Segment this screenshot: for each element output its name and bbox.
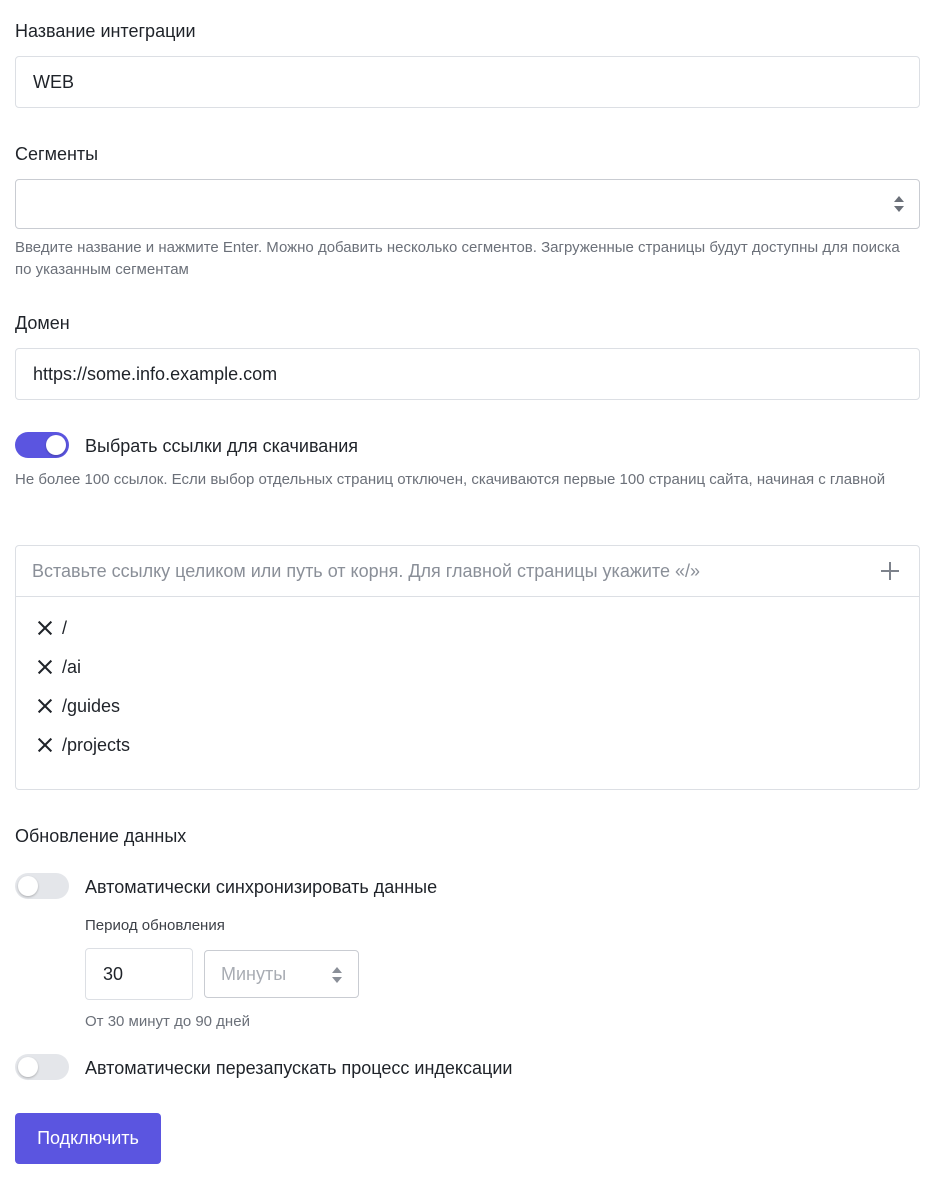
toggle-knob [18,876,38,896]
period-unit-text: Минуты [221,964,287,984]
domain-label: Домен [15,313,70,333]
auto-restart-toggle[interactable] [15,1054,69,1080]
domain-input[interactable] [15,348,920,400]
toggle-knob [46,435,66,455]
select-links-label: Выбрать ссылки для скачивания [85,436,359,456]
integration-name-input[interactable] [15,56,920,108]
segments-hint: Введите название и нажмите Enter. Можно добавить несколько сегментов. Загруженные страницы будут доступны для поиска по указанным сегментам [15,239,900,278]
link-item [38,655,81,679]
remove-link-icon[interactable] [38,738,52,752]
link-text: /projects [62,734,131,755]
segments-label: Сегменты [15,144,99,164]
link-text: /guides [62,695,121,716]
period-label: Период обновления [85,917,225,934]
link-text: /ai [62,656,82,677]
link-item [38,733,130,757]
links-input-row [16,546,919,597]
integration-name-label: Название интеграции [15,21,196,41]
auto-sync-label: Автоматически синхронизировать данные [85,877,438,897]
link-input[interactable] [16,546,866,596]
remove-link-icon[interactable] [38,621,52,635]
plus-icon[interactable] [881,562,899,580]
select-arrows-icon [332,967,342,983]
link-item [38,616,67,640]
period-hint: От 30 минут до 90 дней [85,1013,250,1030]
auto-restart-label: Автоматически перезапускать процесс индексации [85,1058,513,1078]
select-arrows-icon [894,196,904,212]
period-value-input[interactable] [85,948,193,1000]
auto-sync-toggle[interactable] [15,873,69,899]
segments-select[interactable] [15,179,920,229]
toggle-knob [18,1057,38,1077]
link-item [38,694,120,718]
updates-heading: Обновление данных [15,826,187,846]
remove-link-icon[interactable] [38,660,52,674]
select-links-toggle[interactable] [15,432,69,458]
select-links-hint: Не более 100 ссылок. Если выбор отдельных страниц отключен, скачиваются первые 100 страниц сайта, начиная с главной [15,471,886,488]
links-list-box [15,545,920,790]
period-unit-select[interactable] [204,950,359,998]
link-text: / [62,617,68,638]
remove-link-icon[interactable] [38,699,52,713]
connect-button[interactable]: Подключить [15,1113,161,1164]
